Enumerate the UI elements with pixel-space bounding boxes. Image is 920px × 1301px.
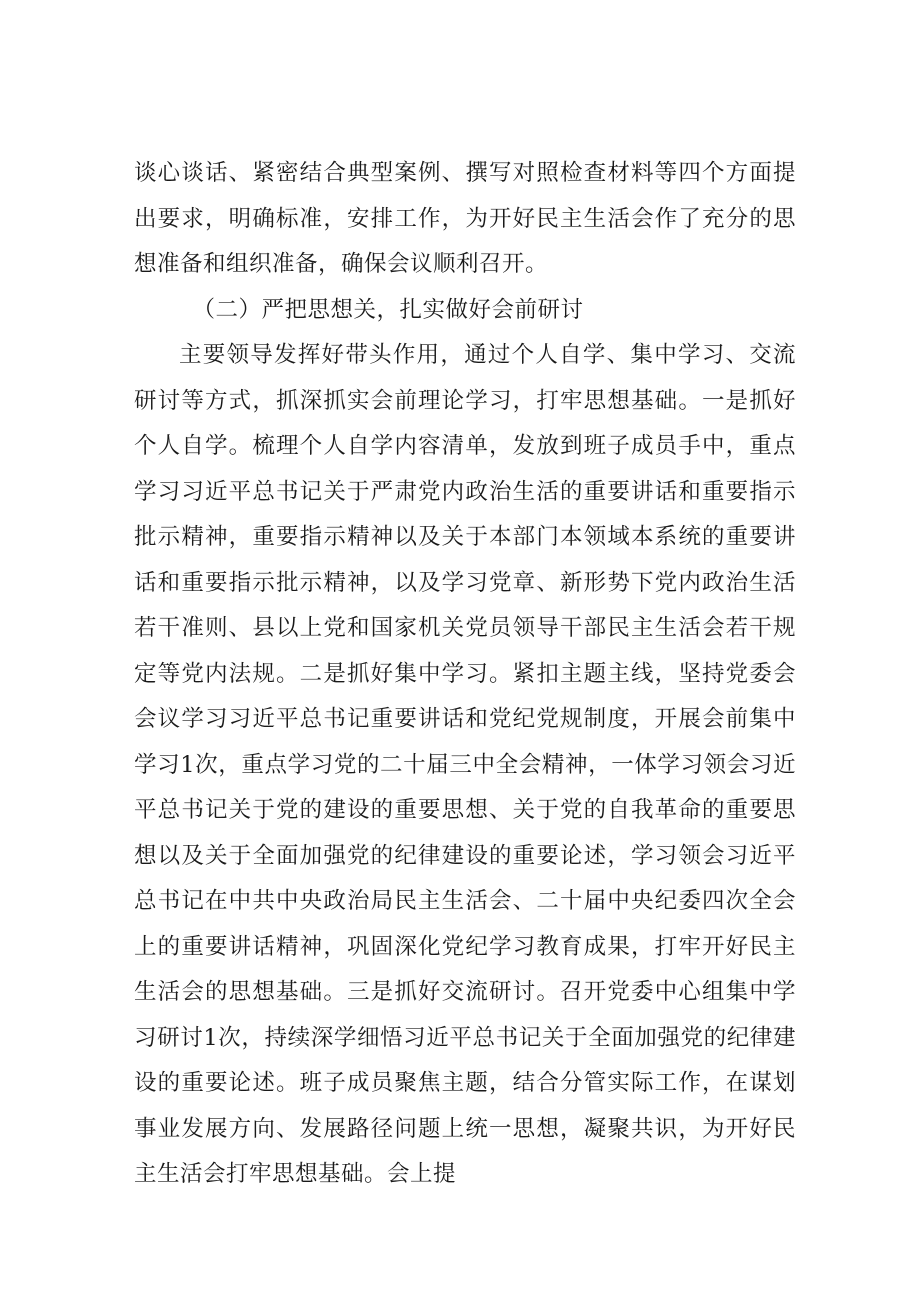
paragraph-body: 主要领导发挥好带头作用，通过个人自学、集中学习、交流研讨等方式，抓深抓实会前理论学习，打牢思想基础。一是抓好个人自学。梳理个人自学内容清单，发放到班子成员手中，重点学习习近平总书记关于严肃党内政治生活的重要讲话和重要指示批示精神，重要指示精神以及关于本部门本领域本系统的重要讲话和重要指示批示精神，以及学习党章、新形势下党内政治生活若干准则、县以上党和国家机关党员领导干部民主生活会若干规定等党内法规。二是抓好集中学习。紧扣主题主线，坚持党委会会议学习习近平总书记重要讲话和党纪党规制度，开展会前集中学习1次，重点学习党的二十届三中全会精神，一体学习领会习近平总书记关于党的建设的重要思想、关于党的自我革命的重要思想以及关于全面加强党的纪律建设的重要论述，学习领会习近平总书记在中共中央政治局民主生活会、二十届中央纪委四次全会上的重要讲话精神，巩固深化党纪学习教育成果，打牢开好民主生活会的思想基础。三是抓好交流研讨。召开党委中心组集中学习研讨1次，持续深学细悟习近平总书记关于全面加强党的纪律建设的重要论述。班子成员聚焦主题，结合分管实际工作，在谋划事业发展方向、发展路径问题上统一思想，凝聚共识，为开好民主生活会打牢思想基础。会上提 xyxy=(134,342,796,1187)
document-body xyxy=(134,151,796,1198)
paragraph-continuation: 谈心谈话、紧密结合典型案例、撰写对照检查材料等四个方面提出要求，明确标准，安排工作，为开好民主生活会作了充分的思想准备和组织准备，确保会议顺利召开。 xyxy=(134,160,796,277)
section-heading: （二）严把思想关，扎实做好会前研讨 xyxy=(192,296,584,323)
